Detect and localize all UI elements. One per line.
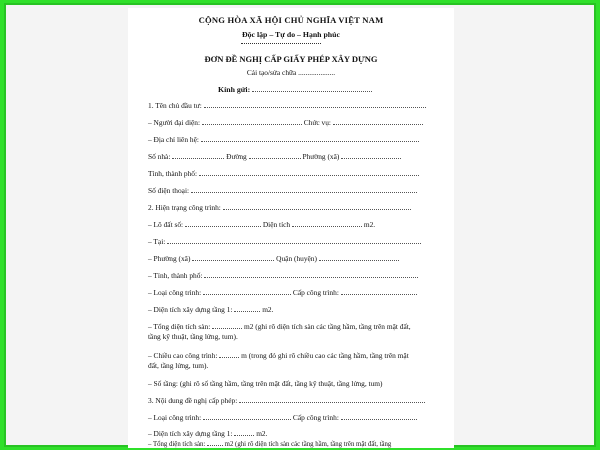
phone-line <box>148 186 434 195</box>
floor1-area-unit: m2. <box>262 305 274 314</box>
province-field[interactable] <box>199 169 419 176</box>
floor1-area3-field[interactable] <box>234 429 254 436</box>
total-floor-area-note: m2 (ghi rõ diện tích sàn các tầng hầm, tầng trên mặt đất, <box>243 322 411 331</box>
building-type-field[interactable] <box>203 288 291 295</box>
ward2-label: – Phường (xã) <box>148 254 191 263</box>
position-label: Chức vụ: <box>303 118 331 127</box>
floor1-area-line <box>148 305 434 314</box>
building-type3-field[interactable] <box>203 413 291 420</box>
section3-heading: 3. Nội dung đề nghị cấp phép: <box>148 396 238 405</box>
building-grade-field[interactable] <box>341 288 417 295</box>
province2-label: – Tỉnh, thành phố: <box>148 271 203 280</box>
area-unit: m2. <box>363 220 376 229</box>
floors-line: – Số tầng: (ghi rõ số tầng hầm, tầng trên mặt đất, tầng kỹ thuật, tầng lửng, tum) <box>148 379 383 388</box>
street-field[interactable] <box>249 152 301 159</box>
area-label: Diện tích <box>262 220 291 229</box>
contact-address-label: – Địa chỉ liên hệ: <box>148 135 199 144</box>
motto: Độc lập – Tự do – Hạnh phúc <box>242 30 340 39</box>
section2-heading: 2. Hiện trạng công trình: <box>148 203 221 212</box>
document-page <box>128 8 454 448</box>
contact-line <box>148 135 434 144</box>
nation-header: CỘNG HÒA XÃ HỘI CHỦ NGHĨA VIỆT NAM <box>198 15 384 25</box>
height-line <box>148 351 434 360</box>
height-label: – Chiều cao công trình: <box>148 351 218 360</box>
floor1-area-label: – Diện tích xây dựng tầng 1: <box>148 305 233 314</box>
total-floor-area-label: – Tổng diện tích sàn: <box>148 322 211 331</box>
province-line <box>148 169 434 178</box>
ward-district-line <box>148 254 434 263</box>
current-state-line <box>148 203 434 212</box>
area-field[interactable] <box>292 220 362 227</box>
contact-address-field[interactable] <box>201 135 419 142</box>
building-type-label: – Loại công trình: <box>148 288 202 297</box>
province2-field[interactable] <box>204 271 418 278</box>
house-no-label: Số nhà: <box>148 152 171 161</box>
district-label: Quận (huyện) <box>276 254 317 263</box>
phone-field[interactable] <box>191 186 417 193</box>
floor1-area3-label: – Diện tích xây dựng tầng 1: <box>148 429 233 438</box>
current-state-field[interactable] <box>223 203 411 210</box>
lot-line <box>148 220 434 229</box>
request-content-field[interactable] <box>239 396 425 403</box>
at-label: – Tại: <box>148 237 166 246</box>
total-floor-area3-note: m2 (ghi rõ diện tích sàn các tầng hầm, tầng trên mặt đất, tầng <box>224 441 392 448</box>
form-subtitle: Cải tạo/sửa chữa .................... <box>246 68 336 77</box>
location-line <box>148 237 434 246</box>
at-field[interactable] <box>167 237 421 244</box>
form-title: ĐƠN ĐỀ NGHỊ CẤP GIẤY PHÉP XÂY DỰNG <box>204 54 378 64</box>
addressee-field[interactable] <box>252 85 372 92</box>
height-cont: đất, tầng lửng, tum). <box>148 361 209 370</box>
total-floor-area-line <box>148 322 434 331</box>
addressee-label: Kính gửi: <box>218 85 251 94</box>
total-floor-area3-field[interactable] <box>207 439 223 446</box>
total-floor-area-field[interactable] <box>212 322 242 329</box>
district-field[interactable] <box>319 254 399 261</box>
lot-no-label: – Lô đất số: <box>148 220 184 229</box>
floor1-area3-line <box>148 429 434 438</box>
investor-field[interactable] <box>204 101 426 108</box>
building-grade3-field[interactable] <box>341 413 417 420</box>
ward2-field[interactable] <box>192 254 274 261</box>
total-floor-area3-label: – Tổng diện tích sàn: <box>148 441 206 448</box>
house-no-field[interactable] <box>172 152 224 159</box>
position-field[interactable] <box>333 118 423 125</box>
building-grade-label: Cấp công trình: <box>292 288 339 297</box>
floor1-area3-unit: m2. <box>256 429 268 438</box>
lot-no-field[interactable] <box>185 220 261 227</box>
request-content-line <box>148 396 434 405</box>
header-divider <box>241 43 321 44</box>
building-type3-label: – Loại công trình: <box>148 413 202 422</box>
building-type3-line <box>148 413 434 422</box>
investor-line <box>148 101 434 110</box>
height-note: m (trong đó ghi rõ chiều cao các tầng hầm, tầng trên mặt <box>241 351 409 360</box>
street-label: Đường <box>226 152 247 161</box>
representative-label: – Người đại diện: <box>148 118 201 127</box>
province2-line <box>148 271 434 280</box>
representative-line <box>148 118 434 127</box>
ward-field[interactable] <box>341 152 401 159</box>
addressee-line <box>218 85 372 95</box>
total-floor-area-cont: tầng kỹ thuật, tầng lửng, tum). <box>148 332 238 341</box>
province-label: Tỉnh, thành phố: <box>148 169 198 178</box>
height-field[interactable] <box>219 351 239 358</box>
ward-label: Phường (xã) <box>302 152 340 161</box>
phone-label: Số điện thoại: <box>148 186 190 195</box>
building-grade3-label: Cấp công trình: <box>292 413 339 422</box>
section1-heading: 1. Tên chủ đầu tư: <box>148 101 202 110</box>
address-line <box>148 152 434 161</box>
floor1-area-field[interactable] <box>234 305 260 312</box>
representative-field[interactable] <box>202 118 302 125</box>
building-type-line <box>148 288 434 297</box>
total-floor-area3-line <box>148 439 434 448</box>
